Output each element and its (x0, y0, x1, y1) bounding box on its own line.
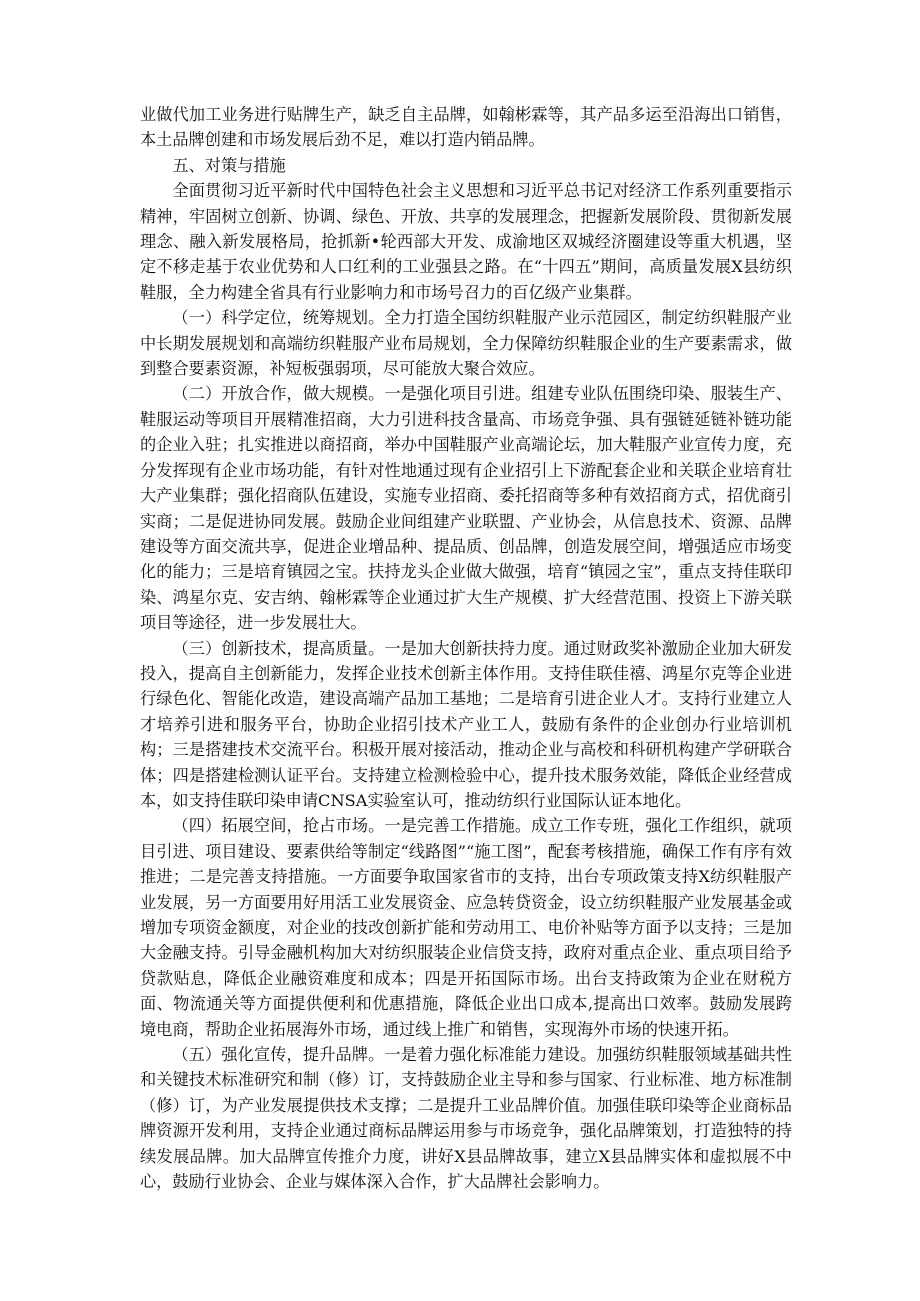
measure-paragraph-3: （三）创新技术，提高质量。一是加大创新扶持力度。通过财政奖补激励企业加大研发投入，提高自主创新能力，发挥企业技术创新主体作用。支持佳联佳禧、鸿星尔克等企业进行绿色化、智能化改造，建设高端产品加工基地；二是培育引进企业人才。支持行业建立人才培养引进和服务平台，协助企业招引技术产业工人，鼓励有条件的企业创办行业培训机构；三是搭建技术交流平台。积极开展对接活动，推动企业与高校和科研机构建产学研联合体；四是搭建检测认证平台。支持建立检测检验中心，提升技术服务效能，降低企业经营成本，如支持佳联印染申请CNSA实验室认可，推动纺织行业国际认证本地化。 (140, 638, 792, 810)
measure-paragraph-5: （五）强化宣传，提升品牌。一是着力强化标准能力建设。加强纺织鞋服领域基础共性和关键技术标准研究和制（修）订，支持鼓励企业主导和参与国家、行业标准、地方标准制（修）订，为产业发展提供技术支撑；二是提升工业品牌价值。加强佳联印染等企业商标品牌资源开发利用，支持企业通过商标品牌运用参与市场竞争，强化品牌策划，打造独特的持续发展品牌。加大品牌宣传推介力度，讲好X县品牌故事，建立X县品牌实体和虚拟展不中心，鼓励行业协会、企业与媒体深入合作，扩大品牌社会影响力。 (140, 1045, 792, 1192)
intro-continuation-paragraph: 业做代加工业务进行贴牌生产，缺乏自主品牌，如翰彬霖等，其产品多运至沿海出口销售，本土品牌创建和市场发展后劲不足，难以打造内销品牌。 (140, 105, 792, 150)
measure-paragraph-1: （一）科学定位，统筹规划。全力打造全国纺织鞋服产业示范园区，制定纺织鞋服产业中长期发展规划和高端纺织鞋服产业布局规划，全力保障纺织鞋服企业的生产要素需求，做到整合要素资源，补短板强弱项，尽可能放大聚合效应。 (140, 308, 792, 379)
document-page (140, 102, 792, 1194)
measure-paragraph-2: （二）开放合作，做大规模。一是强化项目引进。组建专业队伍围绕印染、服装生产、鞋服运动等项目开展精准招商，大力引进科技含量高、市场竞争强、具有强链延链补链功能的企业入驻；扎实推进以商招商，举办中国鞋服产业高端论坛，加大鞋服产业宣传力度，充分发挥现有企业市场功能，有针对性地通过现有企业招引上下游配套企业和关联企业培育壮大产业集群；强化招商队伍建设，实施专业招商、委托招商等多种有效招商方式，招优商引实商；二是促进协同发展。鼓励企业间组建产业联盟、产业协会，从信息技术、资源、品牌建设等方面交流共享，促进企业增品种、提品质、创品牌，创造发展空间，增强适应市场变化的能力；三是培育镇园之宝。扶持龙头企业做大做强，培育“镇园之宝”，重点支持佳联印染、鸿星尔克、安吉纳、翰彬霖等企业通过扩大生产规模、扩大经营范围、投资上下游关联项目等途径，进一步发展壮大。 (140, 384, 792, 633)
overview-paragraph: 全面贯彻习近平新时代中国特色社会主义思想和习近平总书记对经济工作系列重要指示精神，牢固树立创新、协调、绿色、开放、共享的发展理念，把握新发展阶段、贯彻新发展理念、融入新发展格局，抢抓新•轮西部大开发、成渝地区双城经济圈建设等重大机遇，坚定不移走基于农业优势和人口红利的工业强县之路。在“十四五”期间，高质量发展X县纺织鞋服，全力构建全省具有行业影响力和市场号召力的百亿级产业集群。 (140, 181, 792, 302)
measure-paragraph-4: （四）拓展空间，抢占市场。一是完善工作措施。成立工作专班，强化工作组织，就项目引进、项目建设、要素供给等制定“线路图”“施工图”，配套考核措施，确保工作有序有效推进；二是完善支持措施。一方面要争取国家省市的支持，出台专项政策支持X纺织鞋服产业发展，另一方面要用好用活工业发展资金、应急转贷资金，设立纺织鞋服产业发展基金或增加专项资金额度，对企业的技改创新扩能和劳动用工、电价补贴等方面予以支持；三是加大金融支持。引导金融机构加大对纺织服装企业信贷支持，政府对重点企业、重点项目给予贷款贴息，降低企业融资难度和成本；四是开拓国际市场。出台支持政策为企业在财税方面、物流通关等方面提供便利和优惠措施，降低企业出口成本,提高出口效率。鼓励发展跨境电商，帮助企业拓展海外市场，通过线上推广和销售，实现海外市场的快速开拓。 (140, 816, 792, 1039)
section-heading: 五、对策与措施 (172, 155, 286, 175)
